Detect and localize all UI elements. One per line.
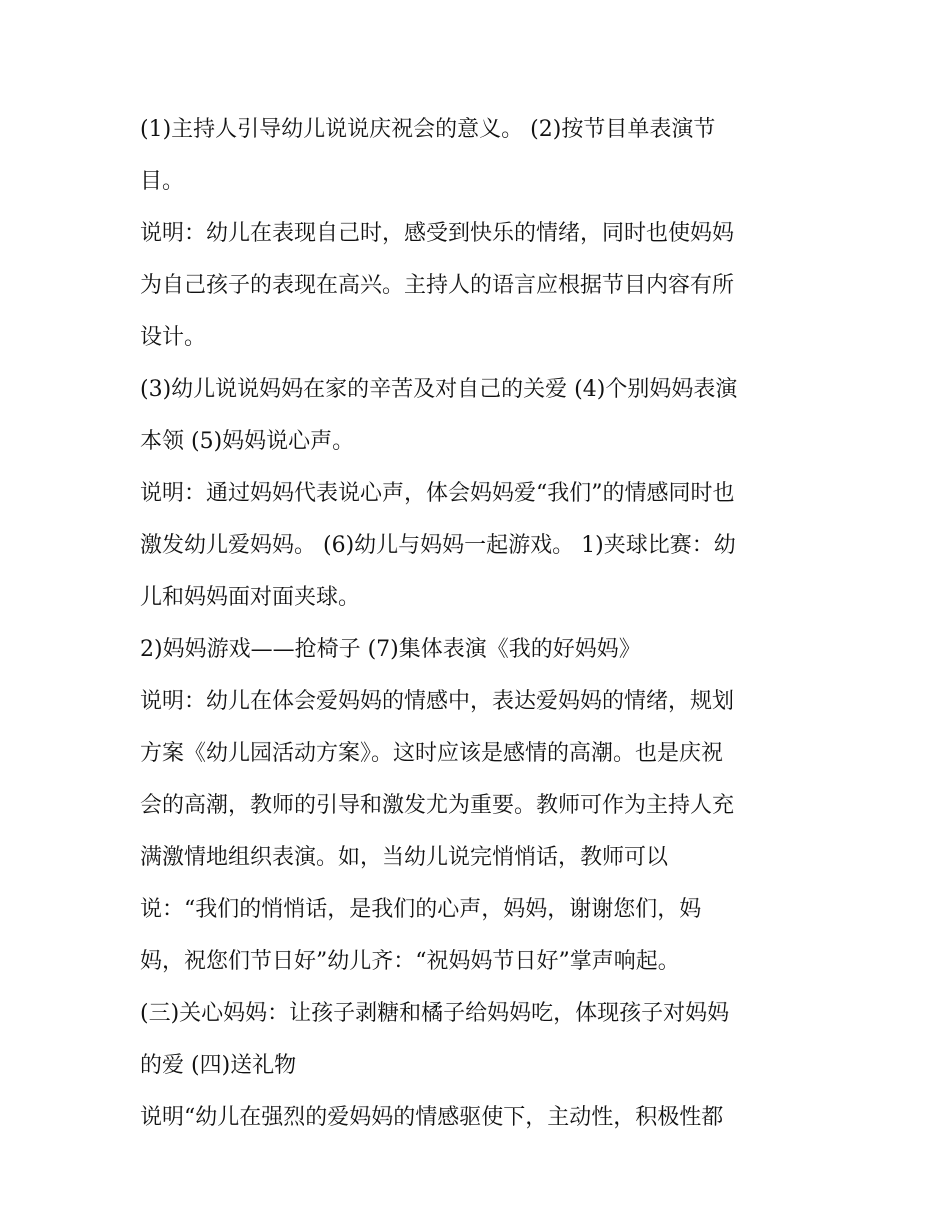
text-line: 说明：通过妈妈代表说心声，体会妈妈爱“我们”的情感同时也 (140, 481, 735, 506)
text-line: 设计。 (140, 325, 207, 350)
text-line: 儿和妈妈面对面夹球。 (140, 585, 361, 610)
text-line: 为自己孩子的表现在高兴。主持人的语言应根据节目内容有所 (140, 273, 735, 298)
text-line: 说明：幼儿在表现自己时，感受到快乐的情绪，同时也使妈妈 (140, 221, 735, 246)
text-line: 激发幼儿爱妈妈。 (6)幼儿与妈妈一起游戏。 1)夹球比赛：幼 (140, 533, 736, 558)
text-line: 说：“我们的悄悄话，是我们的心声，妈妈，谢谢您们，妈 (140, 897, 702, 922)
text-line: 方案《幼儿园活动方案》。这时应该是感情的高潮。也是庆祝 (140, 741, 724, 766)
text-line: 会的高潮，教师的引导和激发尤为重要。教师可作为主持人充 (140, 793, 735, 818)
text-line: 说明：幼儿在体会爱妈妈的情感中，表达爱妈妈的情绪，规划 (140, 689, 735, 714)
text-line: 的爱 (四)送礼物 (140, 1053, 297, 1078)
text-line: 说明“幼儿在强烈的爱妈妈的情感驱使下，主动性，积极性都 (140, 1105, 724, 1130)
text-line: 本领 (5)妈妈说心声。 (140, 429, 355, 454)
text-line: 满激情地组织表演。如，当幼儿说完悄悄话，教师可以 (140, 845, 669, 870)
text-line: (3)幼儿说说妈妈在家的辛苦及对自己的关爱 (4)个别妈妈表演 (140, 377, 738, 402)
text-line: 目。 (140, 169, 185, 194)
text-line: 妈，祝您们节日好”幼儿齐：“祝妈妈节日好”掌声响起。 (140, 949, 680, 974)
text-line: (1)主持人引导幼儿说说庆祝会的意义。 (2)按节目单表演节 (140, 117, 716, 142)
text-line: (三)关心妈妈：让孩子剥糖和橘子给妈妈吃，体现孩子对妈妈 (140, 1001, 730, 1026)
text-line: 2)妈妈游戏——抢椅子 (7)集体表演《我的好妈妈》 (140, 637, 641, 662)
